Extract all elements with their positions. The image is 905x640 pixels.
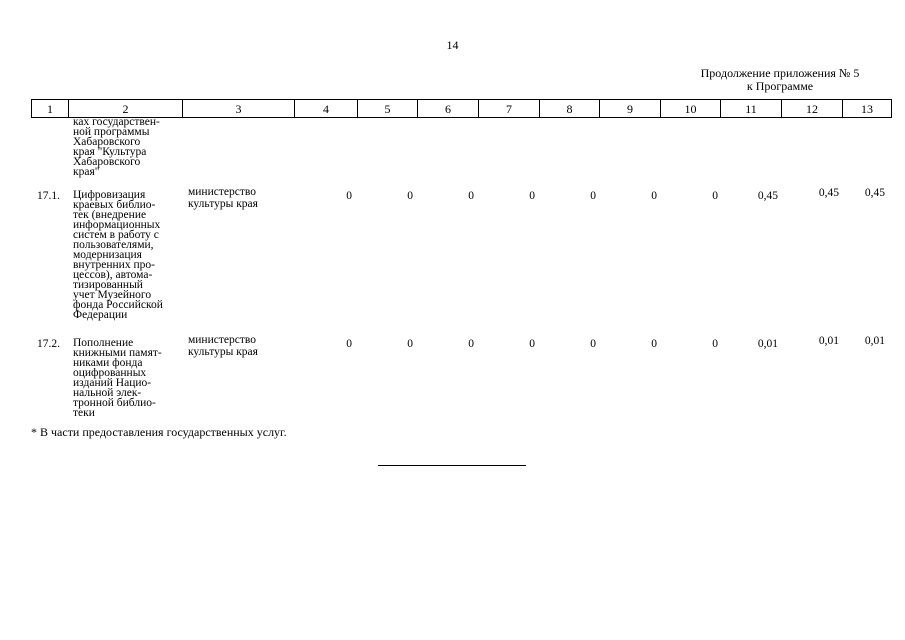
value-cell: 0: [407, 190, 413, 202]
text-line: Федерации: [73, 309, 128, 321]
value-cell: 0: [651, 190, 657, 202]
page-number: 14: [446, 38, 459, 52]
row-name: [73, 338, 188, 418]
header-cell: 9: [600, 100, 661, 118]
column-header-table: [31, 99, 892, 118]
header-cell: 7: [479, 100, 540, 118]
text-line: фонда Российской: [73, 299, 163, 311]
text-line: краевых библио-: [73, 199, 156, 211]
text-line: учет Музейного: [73, 289, 152, 301]
text-line: Цифровизация: [73, 189, 146, 201]
header-cell: 13: [843, 100, 892, 118]
text-line: никами фонда: [73, 357, 143, 369]
value-cell: 0: [529, 338, 535, 350]
value-cell: 0,01: [757, 338, 778, 350]
value-cell: 0: [712, 190, 718, 202]
value-cell: 0: [468, 338, 474, 350]
footnote: * В части предоставления государственных услуг.: [31, 425, 287, 439]
value-cell: 0,45: [757, 190, 778, 202]
value-cell: 0: [529, 190, 535, 202]
text-line: культуры края: [188, 198, 258, 210]
text-line: модернизация: [73, 249, 142, 261]
text-line: министерство: [188, 186, 256, 198]
text-line: нальной элек-: [73, 387, 142, 399]
text-line: систем в работу с: [73, 229, 159, 241]
text-line: культуры края: [188, 346, 258, 358]
text-line: края": [73, 166, 100, 178]
text-line: тизированный: [73, 279, 143, 291]
row-executor: [188, 186, 298, 210]
header-cell: 6: [418, 100, 479, 118]
header-cell: 4: [295, 100, 358, 118]
row-number: 17.2.: [37, 338, 60, 350]
value-cell: 0,45: [864, 187, 885, 199]
text-line: тронной библио-: [73, 397, 156, 409]
text-line: изданий Нацио-: [73, 377, 152, 389]
value-cell: 0,01: [864, 335, 885, 347]
row-name: [73, 190, 188, 320]
value-cell: 0: [590, 338, 596, 350]
closing-rule: [378, 465, 526, 466]
text-line: книжными памят-: [73, 347, 162, 359]
continuation-text: [73, 117, 188, 177]
header-cell: 2: [69, 100, 183, 118]
value-cell: 0,45: [818, 187, 839, 199]
appendix-caption: [680, 67, 880, 93]
text-line: внутренних про-: [73, 259, 155, 271]
header-cell: 11: [721, 100, 782, 118]
header-row: [32, 100, 892, 118]
text-line: пользователями,: [73, 239, 154, 251]
value-cell: 0: [712, 338, 718, 350]
text-line: министерство: [188, 334, 256, 346]
row-number: 17.1.: [37, 190, 60, 202]
row-executor: [188, 334, 298, 358]
text-line: ках государствен-: [73, 116, 160, 128]
text-line: ной программы: [73, 126, 150, 138]
header-cell: 1: [32, 100, 69, 118]
text-line: цессов), автома-: [73, 269, 153, 281]
header-cell: 12: [782, 100, 843, 118]
text-line: теки: [73, 407, 95, 419]
header-cell: 10: [661, 100, 721, 118]
text-line: Хабаровского: [73, 136, 141, 148]
header-cell: 8: [540, 100, 600, 118]
value-cell: 0: [651, 338, 657, 350]
value-cell: 0: [468, 190, 474, 202]
value-cell: 0: [590, 190, 596, 202]
appendix-line-2: к Программе: [746, 79, 814, 93]
text-line: тек (внедрение: [73, 209, 147, 221]
text-line: Пополнение: [73, 337, 134, 349]
header-cell: 5: [358, 100, 418, 118]
value-cell: 0: [346, 338, 352, 350]
header-cell: 3: [183, 100, 295, 118]
value-cell: 0: [346, 190, 352, 202]
value-cell: 0: [407, 338, 413, 350]
text-line: Хабаровского: [73, 156, 141, 168]
text-line: оцифрованных: [73, 367, 147, 379]
value-cell: 0,01: [818, 335, 839, 347]
appendix-line-1: Продолжение приложения № 5: [700, 66, 860, 80]
text-line: края "Культура: [73, 146, 147, 158]
text-line: информационных: [73, 219, 161, 231]
